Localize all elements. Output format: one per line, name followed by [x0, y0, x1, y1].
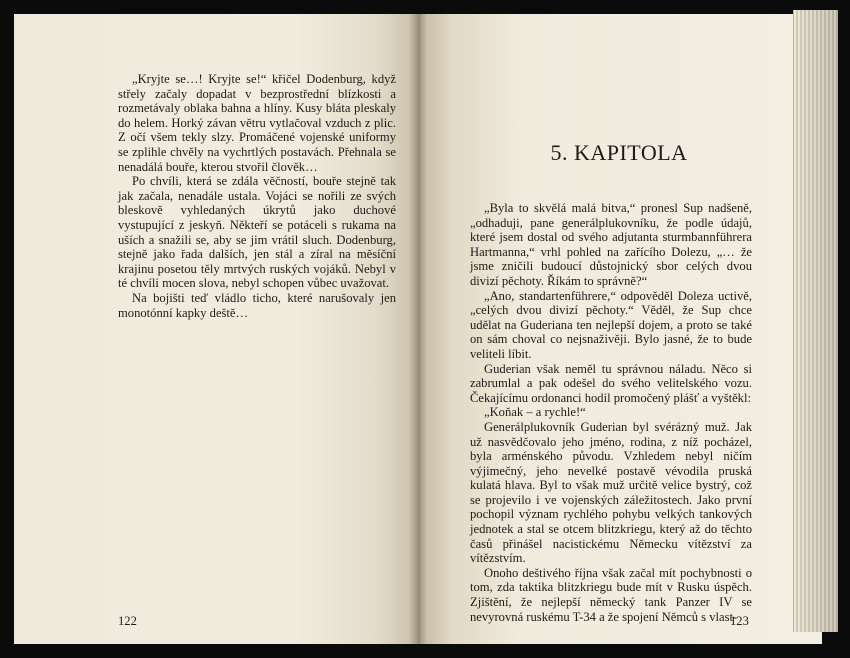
paragraph: Generálplukovník Guderian byl svérázný muž. Jak už nasvědčovalo jeho jméno, rodina, z níž pocházel, byla arménského původu. Vzhledem nebyl ničím výjimečný, jeho nevelké postavě vévodila pruská kulatá hlava. Byl to však muž určitě velice bystrý, což se projevilo i ve vojenských záležitostech. Jako první pochopil význam rychlého pohybu velkých tankových jednotek a stal se otcem blitzkriegu, který až do těchto časů přinášel nacistickému Německu vítězství za vítězstvím.: [470, 419, 752, 566]
paragraph: Na bojišti teď vládlo ticho, které narušovaly jen monotónní kapky deště…: [118, 290, 396, 320]
book-gutter: [410, 14, 428, 644]
paragraph: „Ano, standartenführere,“ odpověděl Doleza uctivě, „celých dvou divizí pěchoty.“ Věděl, že Sup chce udělat na Guderiana ten nejlepší dojem, a proto se také on sám choval co nejsnaživěji. Bylo jasné, že to bude veliteli líbit.: [470, 288, 752, 361]
left-page-number: 122: [118, 614, 137, 628]
paragraph: „Kryjte se…! Kryjte se!“ křičel Dodenburg, když střely začaly dopadat v bezprostřední blízkosti a rozmetávaly oblaka bahna a hlíny. Kusy bláta pleskaly do helem. Horký závan větru vytlačoval vzduch z plic. Z očí všem tekly slzy. Promáčené vojenské uniformy se zplihle chvěly na vychrtlých postavách. Přehnala se nenadálá bouře, kterou stvořil člověk…: [118, 72, 396, 174]
paragraph: „Byla to skvělá malá bitva,“ pronesl Sup nadšeně, „odhaduji, pane generálplukovníku, že podle údajů, které jsem dostal od svého adjutanta sturmbannführera Hartmanna,“ vrhl pohled na zařícího Dolezu, „… že jsme zničili budoucí důstojnický sbor celých dvou divizí pěchoty. Říkám to správně?“: [470, 201, 752, 288]
paragraph: Guderian však neměl tu správnou náladu. Něco si zabrumlal a pak odešel do svého velitelského vozu. Čekajícímu ordonanci hodil promočený plášť a vyštěkl:: [470, 361, 752, 405]
right-page-body: [470, 201, 752, 624]
paragraph: Onoho deštivého října však začal mít pochybnosti o tom, zda taktika blitzkriegu bude mít v Rusku úspěch. Zjištění, že nejlepší německý tank Panzer IV se nevyrovná ruskému T-34 a že spojení Němců s vlast-: [470, 565, 752, 624]
open-book: [14, 14, 822, 644]
paragraph: Po chvíli, která se zdála věčností, bouře stejně tak jak začala, nenadále ustala. Vojáci se nořili ze svých bleskově vyhledaných úkrytů jako duchové vystupující z jeskyň. Někteří se potáceli s rukama na uších a snažili se, aby se jim vrátil sluch. Dodenburg, stejně jako řada dalších, jen stál a zíral na měsíční krajinu posetou těly mrtvých ruských vojáků. Nebyl v té chvíli mocen slova, nebyl schopen vůbec uvažovat.: [118, 174, 396, 291]
right-page-number: 123: [730, 614, 749, 628]
chapter-title: 5. KAPITOLA: [550, 140, 688, 165]
paragraph: „Koňak – a rychle!“: [484, 405, 586, 420]
page-edges: [793, 10, 838, 632]
left-page-body: [118, 72, 396, 320]
